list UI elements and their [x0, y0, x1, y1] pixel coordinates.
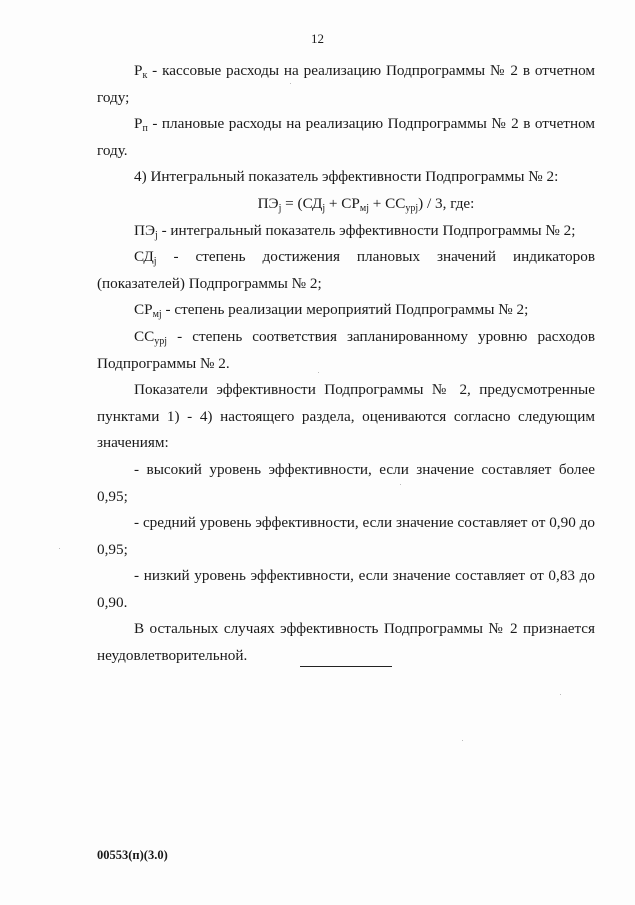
document-code: 00553(п)(3.0)	[97, 848, 168, 862]
page-number: 12	[311, 31, 324, 46]
formula-part: + СР	[325, 194, 360, 212]
symbol-subscript: j	[153, 256, 157, 268]
formula-part: + СС	[368, 194, 406, 212]
definition-text: - кассовые расходы на реализацию Подпрограммы № 2 в отчетном году;	[97, 62, 595, 106]
symbol: ПЭ	[134, 221, 155, 239]
formula-subscript: урj	[405, 202, 419, 214]
symbol: Р	[134, 115, 143, 133]
paragraph-rp-definition	[97, 111, 595, 164]
scan-speck	[462, 740, 463, 741]
list-item-low: - низкий уровень эффективности, если значение составляет от 0,83 до 0,90.	[97, 567, 595, 611]
list-item-medium: - средний уровень эффективности, если значение составляет от 0,90 до 0,95;	[97, 514, 595, 558]
definition-text: - плановые расходы на реализацию Подпрограммы № 2 в отчетном году.	[97, 115, 595, 159]
separator-line	[300, 666, 392, 667]
scan-speck	[59, 548, 60, 549]
symbol-subscript: к	[142, 70, 148, 81]
symbol-subscript: мj	[152, 309, 162, 321]
symbol: СР	[134, 301, 153, 319]
scan-speck	[290, 83, 291, 84]
symbol-subscript: п	[142, 123, 148, 135]
symbol-subscript: урj	[154, 335, 168, 347]
document-body	[97, 58, 595, 670]
list-item-high: - высокий уровень эффективности, если значение составляет более 0,95;	[97, 460, 595, 505]
formula-part: = (СД	[281, 194, 323, 212]
paragraph-unsatisfactory: В остальных случаях эффективность Подпрограммы № 2 признается неудовлетворительной.	[97, 620, 595, 665]
formula-part: ) / 3, где:	[418, 194, 475, 212]
scan-speck	[400, 484, 401, 485]
symbol: Р	[134, 62, 143, 79]
formula-subscript: мj	[359, 202, 369, 214]
formula-part: ПЭ	[257, 194, 279, 212]
formula-subscript: j	[322, 202, 326, 214]
definition-text: - степень реализации мероприятий Подпрограммы № 2;	[161, 301, 529, 319]
definition-text: - степень достижения плановых значений индикаторов (показателей) Подпрограммы № 2;	[97, 248, 595, 292]
symbol: СС	[134, 327, 155, 345]
symbol-subscript: j	[155, 229, 158, 241]
paragraph-evaluation-intro: Показатели эффективности Подпрограммы № 2, предусмотренные пунктами 1) - 4) настоящего раздела, оцениваются согласно следующим значениям:	[97, 381, 595, 452]
scan-speck	[560, 694, 561, 695]
scan-speck	[318, 372, 319, 373]
definition-text: - интегральный показатель эффективности Подпрограммы № 2;	[157, 221, 576, 239]
definition-pe	[97, 218, 595, 245]
formula	[97, 191, 595, 218]
definition-ss	[97, 324, 595, 377]
formula-subscript: j	[278, 202, 282, 214]
paragraph-integral-indicator: 4) Интегральный показатель эффективности Подпрограммы № 2:	[134, 168, 559, 186]
paragraph-rk-definition	[97, 58, 595, 111]
definition-text: - степень соответствия запланированному уровню расходов Подпрограммы № 2.	[97, 327, 595, 372]
symbol: СД	[134, 248, 154, 266]
definition-sd	[97, 244, 595, 297]
definition-sr	[97, 297, 595, 324]
